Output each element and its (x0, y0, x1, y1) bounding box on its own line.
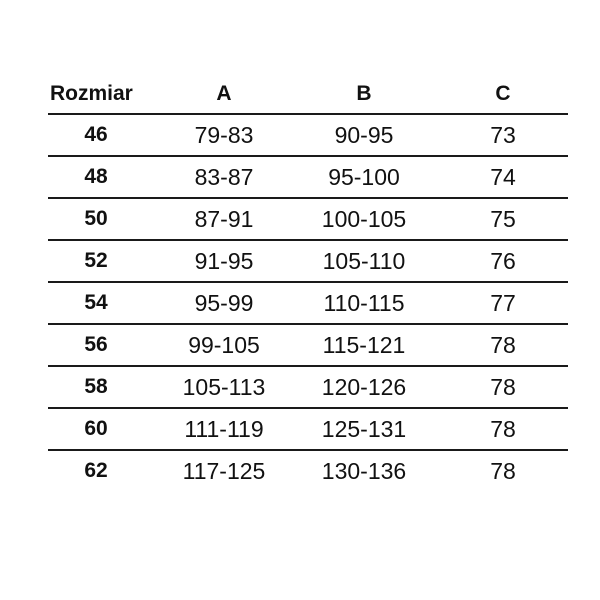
cell-a: 99-105 (188, 331, 260, 358)
cell-b: 100-105 (321, 205, 407, 232)
cell-a: 83-87 (194, 163, 254, 190)
table-row (48, 239, 568, 281)
cell-size: 52 (84, 249, 108, 272)
header-c: C (495, 82, 511, 105)
cell-size: 46 (84, 123, 108, 146)
cell-a: 105-113 (182, 373, 266, 400)
cell-c: 77 (490, 289, 516, 316)
cell-b: 125-131 (321, 415, 407, 442)
cell-c: 78 (490, 415, 516, 442)
table-row (48, 113, 568, 155)
table-row (48, 365, 568, 407)
cell-size: 54 (84, 291, 108, 314)
size-table (48, 75, 568, 491)
cell-b: 130-136 (321, 457, 407, 484)
cell-size: 48 (84, 165, 108, 188)
cell-a: 111-119 (184, 415, 264, 442)
table-row (48, 449, 568, 491)
cell-size: 60 (84, 417, 108, 440)
header-b: B (356, 82, 372, 105)
cell-a: 91-95 (194, 247, 254, 274)
table-row (48, 155, 568, 197)
cell-c: 75 (490, 205, 516, 232)
cell-b: 90-95 (334, 121, 394, 148)
cell-a: 95-99 (194, 289, 254, 316)
cell-c: 78 (490, 331, 516, 358)
cell-b: 115-121 (322, 331, 406, 358)
cell-size: 56 (84, 333, 108, 356)
cell-size: 50 (84, 207, 108, 230)
cell-b: 110-115 (323, 289, 405, 316)
table-row (48, 323, 568, 365)
cell-b: 105-110 (322, 247, 406, 274)
cell-b: 95-100 (328, 163, 400, 190)
cell-a: 87-91 (194, 205, 254, 232)
table-row (48, 197, 568, 239)
cell-c: 78 (490, 457, 516, 484)
table-body (48, 113, 568, 491)
cell-c: 76 (490, 247, 516, 274)
table-row (48, 281, 568, 323)
table-header (48, 75, 568, 113)
cell-size: 58 (84, 375, 108, 398)
cell-size: 62 (84, 459, 108, 482)
cell-c: 74 (490, 163, 516, 190)
table-row (48, 407, 568, 449)
cell-c: 73 (490, 121, 516, 148)
cell-a: 117-125 (182, 457, 266, 484)
cell-b: 120-126 (321, 373, 407, 400)
header-rozmiar: Rozmiar (50, 82, 133, 105)
cell-a: 79-83 (194, 121, 254, 148)
cell-c: 78 (490, 373, 516, 400)
header-a: A (216, 82, 232, 105)
